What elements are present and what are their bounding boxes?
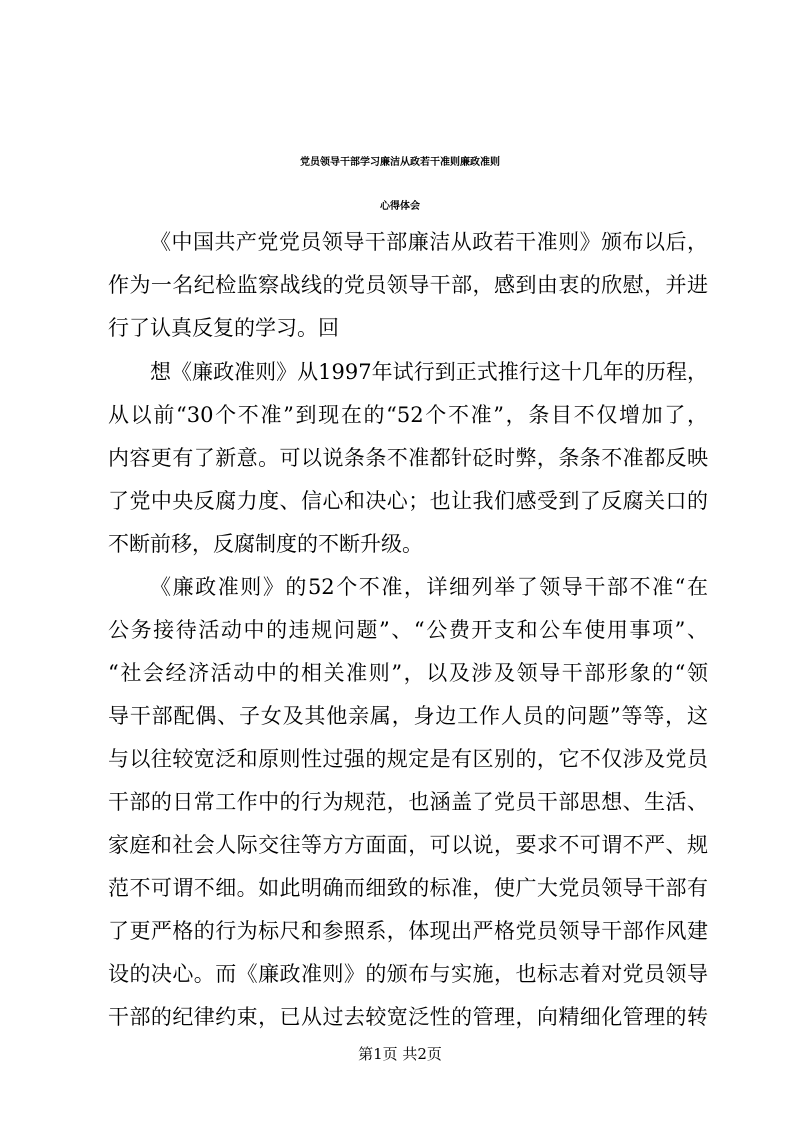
text-line: 《中国共产党党员领导干部廉洁从政若干准则》颁布以后， [150, 230, 708, 254]
title-line: 党员领导干部学习廉洁从政若干准则廉政准则 [300, 157, 500, 168]
text-line: “社会经济活动中的相关准则”，以及涉及领导干部形象的“领 [108, 661, 708, 685]
text-line: 想《廉政准则》从1997年试行到正式推行这十几年的历程， [150, 360, 708, 384]
text-line: 导干部配偶、子女及其他亲属，身边工作人员的问题”等等，这 [108, 704, 708, 728]
text-line: 作为一名纪检监察战线的党员领导干部，感到由衷的欣慰，并进 [108, 273, 708, 297]
text-line: 干部的日常工作中的行为规范，也涵盖了党员干部思想、生活、 [108, 790, 708, 814]
document-title [0, 141, 800, 229]
text-line: 公务接待活动中的违规问题”、“公费开支和公车使用事项”、 [108, 618, 708, 642]
text-line: 不断前移，反腐制度的不断升级。 [108, 532, 423, 556]
text-line: 与以往较宽泛和原则性过强的规定是有区别的，它不仅涉及党员 [108, 747, 708, 771]
text-line: 范不可谓不细。如此明确而细致的标准，使广大党员领导干部有 [108, 876, 708, 900]
page-number-footer: 第1页 共2页 [358, 1045, 442, 1063]
text-line: 从以前“30个不准”到现在的“52个不准”，条目不仅增加了， [108, 403, 708, 427]
text-line: 行了认真反复的学习。回 [108, 316, 339, 340]
text-line: 了更严格的行为标尺和参照系，体现出严格党员领导干部作风建 [108, 919, 708, 943]
text-line: 干部的纪律约束，已从过去较宽泛性的管理，向精细化管理的转 [108, 1005, 708, 1029]
text-line: 了党中央反腐力度、信心和决心；也让我们感受到了反腐关口的 [108, 489, 708, 513]
text-line: 《廉政准则》的52个不准，详细列举了领导干部不准“在 [150, 575, 708, 599]
title-line: 心得体会 [380, 201, 420, 212]
text-line: 设的决心。而《廉政准则》的颁布与实施，也标志着对党员领导 [108, 962, 708, 986]
text-line: 内容更有了新意。可以说条条不准都针砭时弊，条条不准都反映 [108, 446, 708, 470]
text-line: 家庭和社会人际交往等方方面面，可以说，要求不可谓不严、规 [108, 833, 708, 857]
